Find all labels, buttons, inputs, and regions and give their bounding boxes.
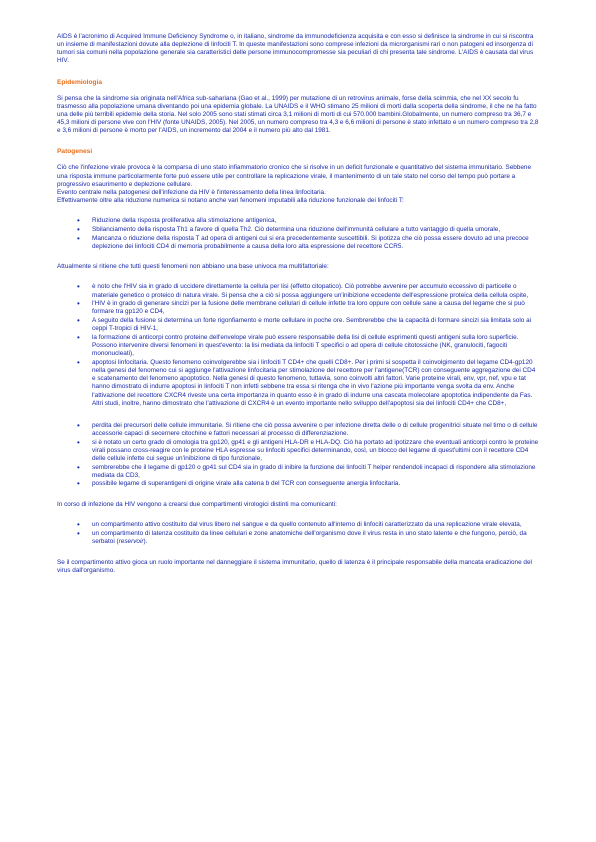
list-item: • un compartimento attivo costituito dal virus libero nel sangue e da quello contenuto all'interno di linfociti caratterizzato da una replicazione virale elevata, [77,520,522,530]
bullet-icon: • [77,520,80,530]
list-item: • un compartimento di latenza costituito da linee cellulari e zone anatomiche dell'organismo dove il virus resta in uno stato latente e che fungono, perciò, da serbatoi (reservoir). [77,528,527,546]
bullet-icon: • [77,332,80,342]
bullet-icon: • [77,233,80,243]
list-item: • la formazione di anticorpi contro proteine dell'envelope virale può essere responsabile della lisi di cellule esprimenti questi antigeni sulla loro superficie. Possono intervenire diversi fenomeni in quest'evento: la lisi mediata da linfociti T specifici o ad opera di cellule citotossiche (NK, granulociti, fagociti mononucleati), [77,332,519,358]
bullet-icon: • [77,462,80,472]
bullet-icon: • [77,224,80,234]
list-item: • l'HIV è in grado di generare sincizi per la fusione delle membrane cellulari di cellule infette tra loro oppure con cellule sane a causa del legame che si può formare tra gp120 e CD4, [77,299,525,316]
document-page [57,33,539,575]
epidemiology-paragraph: Si pensa che la sindrome sia originata nell'Africa sub-sahariana (Gao et al., 1999) per mutazione di un retrovirus animale, forse della scimmia, che nel XX secolo fu trasmesso alla popolazione umana diventando poi una epidemia globale. La UNAIDS e il WHO stimano 25 milioni di morti dalla scoperta della sindrome, il che ne ha fatto una delle più terribili epidemie della storia. Nel solo 2005 sono stati stimati circa 3,1 milioni di morti di cui 570.000 bambini.Globalmente, un numero compreso tra 36,7 e 45,3 milioni di persone vive con l'HIV (fonte UNAIDS, 2005). Nel 2005, un numero compreso tra 4,3 e 6,6 milioni di persone è stato infettato e un numero compreso tra 2,8 e 3,6 milioni di persone è morto per l'AIDS, un incremento dal 2004 e il numero più alto dal 1981. [57,94,539,135]
list-item: • Sbilanciamento della risposta Th1 a favore di quella Th2. Ciò determina una riduzione dell'immunità cellulare a tutto vantaggio di quella umorale, [77,224,501,234]
bullet-icon: • [77,357,80,367]
bullet-icon: • [77,420,80,430]
list-item: • apoptosi linfocitaria. Questo fenomeno coinvolgerebbe sia i linfociti T CD4+ che quelli CD8+. Per i primi si sospetta il coinvolgimento del legame CD4-gp120 nella genesi del fenomeno cui si aggiunge l'attivazione linfocitaria per stimolazione del recettore per l'antigene(TCR) con conseguente aggregazione dei CD4 e scatenamento del fenomeno apoptotico. Nella genesi di questo fenomeno, tuttavia, sono coinvolti altri fattori. Varie proteine virali, env, vpr, nef, vpu e tat hanno dimostrato di indurre apoptosi in linfociti T non infetti sebbene tra essa si ritenga che in vivo l'azione più importante venga svolta da env. Anche l'attivazione del recettore CXCR4 riveste una certa importanza in quanto esso è in grado di indurre una cascata molecolare apoptotica indipendente da Fas. Altri studi, inoltre, hanno dimostrato che l'attivazione di CXCR4 è un evento importante nello sviluppo dell'apoptosi sia dei linfociti CD4+ che CD8+, [77,357,536,407]
bullet-icon: • [77,437,80,447]
list-item: • possibile legame di superantigeni di origine virale alla catena b del TCR con conseguente anergia linfocitaria. [77,479,401,489]
bullet-icon: • [77,479,80,489]
bullet-icon: • [77,282,80,292]
pathogenesis-paragraph-1: Ciò che l'infezione virale provoca è la comparsa di uno stato infiammatorio cronico che si risolve in un deficit funzionale e quantitativo del sistema immunitario. Sebbene una risposta immune particolarmente forte può essere utile per controllare la replicazione virale, il mantenimento di un tale stato nel corso del tempo può portare a progressivo esaurimento e deplezione cellulare. [57,164,532,188]
section-heading-pathogenesis: Patogenesi [57,148,93,156]
intro-paragraph: AIDS è l'acronimo di Acquired Immune Deficiency Syndrome o, in italiano, sindrome da immunodeficienza acquisita e con esso si definisce la sindrome in cui si riscontra un insieme di manifestazioni dovute alla deplezione di linfociti T. In queste manifestazioni sono comprese infezioni da microrganismi rari o non patogeni ed insorgenza di tumori sia comuni nella popolazione generale sia caratteristici delle persone immunocompromesse sia peculiari di chi presenta tale sindrome. L'AIDS è causata dal virus HIV. [57,33,534,65]
list-item: • Riduzione della risposta proliferativa alla stimolazione antigenica, [77,216,277,226]
functional-deficit-list [57,217,539,251]
bullet-icon: • [77,216,80,226]
list-item: • sembrerebbe che il legame di gp120 o gp41 sul CD4 sia in grado di inibire la funzione dei linfociti T helper rendendoli incapaci di rispondere alla stimolazione mediata da CD3, [77,462,536,479]
reservoir-term: reservoir [118,538,144,546]
section-heading-epidemiology: Epidemiologia [57,78,103,86]
pathogenesis-paragraph-5: In corso di infezione da HIV vengono a crearsi due compartimenti virologici distinti ma comunicanti: [57,501,337,509]
list-item: • Mancanza o riduzione della risposta T ad opera di antigeni cui si era precedentemente suscettibili. Si ipotizza che ciò possa essere dovuto ad una precoce deplezione dei linfociti CD4 di memoria probabilmente a causa della loro alta espressione del recettore CCR5. [77,233,529,250]
pathogenesis-paragraph-2: Evento centrale nella patogenesi dell'infezione da HIV è l'interessamento della linea linfocitaria. [57,188,326,196]
bullet-icon: • [77,299,80,309]
list-item: • si è notato un certo grado di omologia tra gp120, gp41 e gli antigeni HLA-DR e HLA-DQ. Ciò ha portato ad ipotizzare che eventuali anticorpi contro le proteine virali possano cross-reagire con le proteine HLA espresse su linfociti specifici determinando, così, un blocco del legame di quest'ultimi con il recettore CD4 delle cellule infette cui segue un'inibizione di tipo funzionale, [77,437,539,462]
pathogenesis-paragraph-6: Se il compartimento attivo gioca un ruolo importante nel danneggiare il sistema immunitario, quello di latenza è il principale responsabile della mancata eradicazione del virus dall'organismo. [57,558,532,574]
compartments-list [57,521,539,546]
pathogenesis-paragraph-4: Attualmente si ritiene che tutti questi fenomeni non abbiano una base univoca ma multifattoriale: [57,263,329,271]
pathogenesis-paragraph-3: Effettivamente oltre alla riduzione numerica si notano anche vari fenomeni imputabili alla riduzione funzionale dei linfociti T: [57,197,404,205]
mechanisms-list [57,283,539,488]
bullet-icon: • [77,316,80,326]
bullet-icon: • [77,528,80,538]
list-item: • A seguito della fusione si determina un forte rigonfiamento e morte cellulare in poche ore. Sembrerebbe che la capacità di formare sincizi sia limitata solo ai ceppi T-tropici di HIV-1, [77,316,532,333]
list-item: • è noto che l'HIV sia in grado di uccidere direttamente la cellula per lisi (effetto citopatico). Ciò potrebbe avvenire per accumulo eccessivo di particelle o materiale genetico o proteico di natura virale. Si pensa che a ciò si possa aggiungere un'inibizione eccedente dell'espressione proteica della cellula ospite, [77,282,529,299]
list-item: • perdita dei precursori delle cellule immunitarie. Si ritiene che ciò possa avvenire o per infezione diretta delle o di cellule progenitrici situate nel timo o di cellule accessorie capaci di secernere citochine e fattori necessari al processo di differenziazione. [77,420,538,437]
